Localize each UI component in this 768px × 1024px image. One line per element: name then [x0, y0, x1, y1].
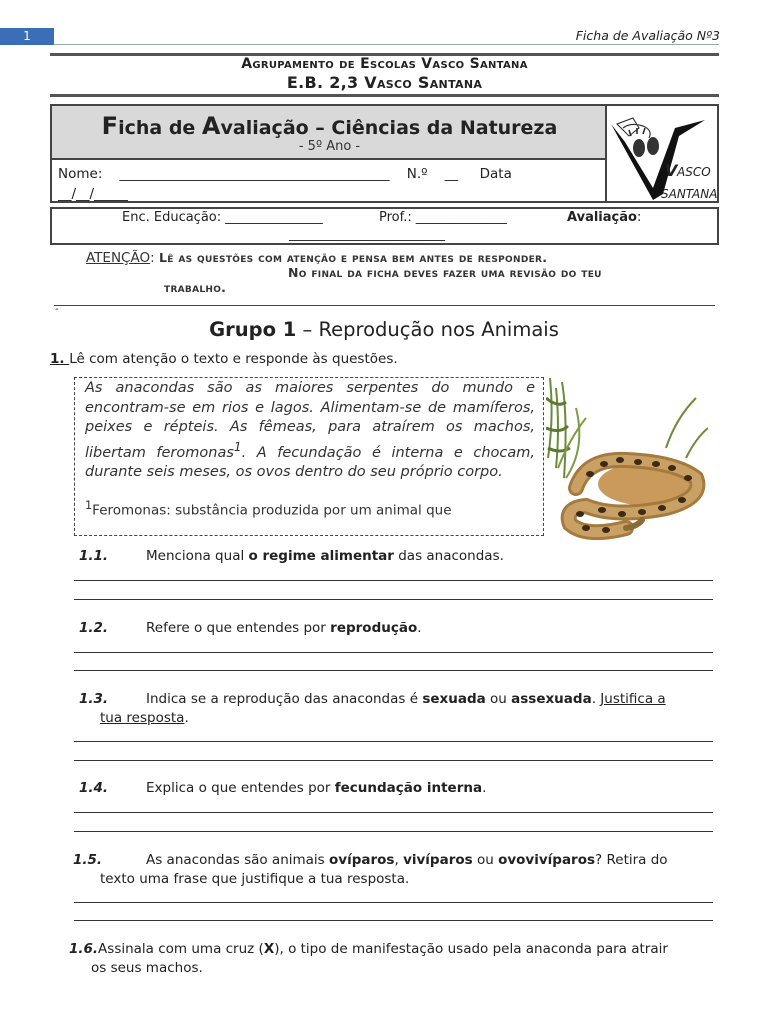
question-1: 1. Lê com atenção o texto e responde às questões. [50, 351, 398, 367]
page-title: Ficha de Avaliação – Ciências da Natureza [101, 112, 558, 140]
answer-line[interactable] [74, 599, 713, 600]
number-field[interactable]: __ [444, 166, 459, 182]
answer-line[interactable] [74, 760, 713, 761]
answer-line[interactable] [74, 741, 713, 742]
page-subtitle: - 5º Ano - [298, 139, 361, 154]
question-1-4: 1.4. Explica o que entendes por fecundação interna. [79, 780, 487, 796]
grade-field[interactable]: ________________________ [289, 227, 445, 242]
answer-line[interactable] [74, 920, 713, 921]
name-label: Nome: [58, 166, 103, 182]
logo-word2: SANTANA [661, 187, 717, 201]
logo-letter: V [665, 161, 678, 180]
guardian-field[interactable]: Enc. Educação: _______________ [122, 210, 323, 225]
logo-word1: ASCO [677, 165, 711, 179]
reading-passage: As anacondas são as maiores serpentes do mundo e encontram-se em rios e lagos. Alimentam-se de mamíferos, peixes e répteis. As fêmeas, para atraírem os machos, libertam feromonas$^1$. A fecundação é interna e chocam, durante seis meses, os ovos dentro do seu próprio corpo. $^1$Feromonas: substância produzida por um animal que [74, 377, 544, 536]
question-1-6: 1.6.Assinala com uma cruz (X), o tipo de manifestação usado pela anaconda para atrair os seus machos. [69, 941, 668, 976]
school-name-line1: Agrupamento de Escolas Vasco Santana [241, 56, 528, 72]
school-name-line2: E.B. 2,3 Vasco Santana [286, 73, 483, 92]
section-divider [54, 305, 715, 306]
passage-footnote: $^1$Feromonas: substância produzida por um animal que [85, 499, 452, 519]
date-label: Data [479, 166, 512, 182]
answer-line[interactable] [74, 580, 713, 581]
attention-note: ATENÇÃO: Lê as questões com atenção e pensa bem antes de responder. No final da ficha deves fazer uma revisão do teu trabalho. [86, 250, 602, 295]
name-field[interactable]: ________________________________________ [119, 166, 390, 182]
school-bottom-rule [50, 94, 719, 97]
student-info-row [52, 160, 607, 203]
title-banner [52, 106, 607, 160]
date-field[interactable]: __/__/_____ [58, 186, 128, 202]
grade-label: Avaliação : [567, 210, 642, 225]
section-title: Grupo 1 – Reprodução nos Animais [209, 318, 559, 341]
answer-line[interactable] [74, 831, 713, 832]
answer-line[interactable] [74, 652, 713, 653]
teacher-field[interactable]: Prof.: ______________ [379, 210, 507, 225]
school-logo [609, 106, 717, 201]
anaconda-image [546, 378, 708, 540]
divider-tick: - [55, 304, 59, 315]
answer-line[interactable] [74, 812, 713, 813]
answer-line[interactable] [74, 670, 713, 671]
guardian-info-box [50, 207, 719, 245]
question-1-5: 1.5. As anacondas são animais ovíparos, vivíparos ou ovovivíparos? Retira do texto uma frase que justifique a tua resposta. [73, 852, 668, 887]
question-1-2: 1.2. Refere o que entendes por reprodução. [79, 620, 422, 636]
question-1-3: 1.3. Indica se a reprodução das anacondas é sexuada ou assexuada. Justifica a tua resposta. [79, 691, 666, 726]
answer-line[interactable] [74, 902, 713, 903]
header-title: Ficha de Avaliação Nº3 [575, 28, 720, 43]
title-box [50, 104, 719, 203]
page-number: 1 [0, 28, 54, 45]
number-label: N.º [406, 166, 428, 182]
question-1-1: 1.1. Menciona qual o regime alimentar das anacondas. [79, 548, 504, 564]
header-rule [54, 44, 719, 45]
